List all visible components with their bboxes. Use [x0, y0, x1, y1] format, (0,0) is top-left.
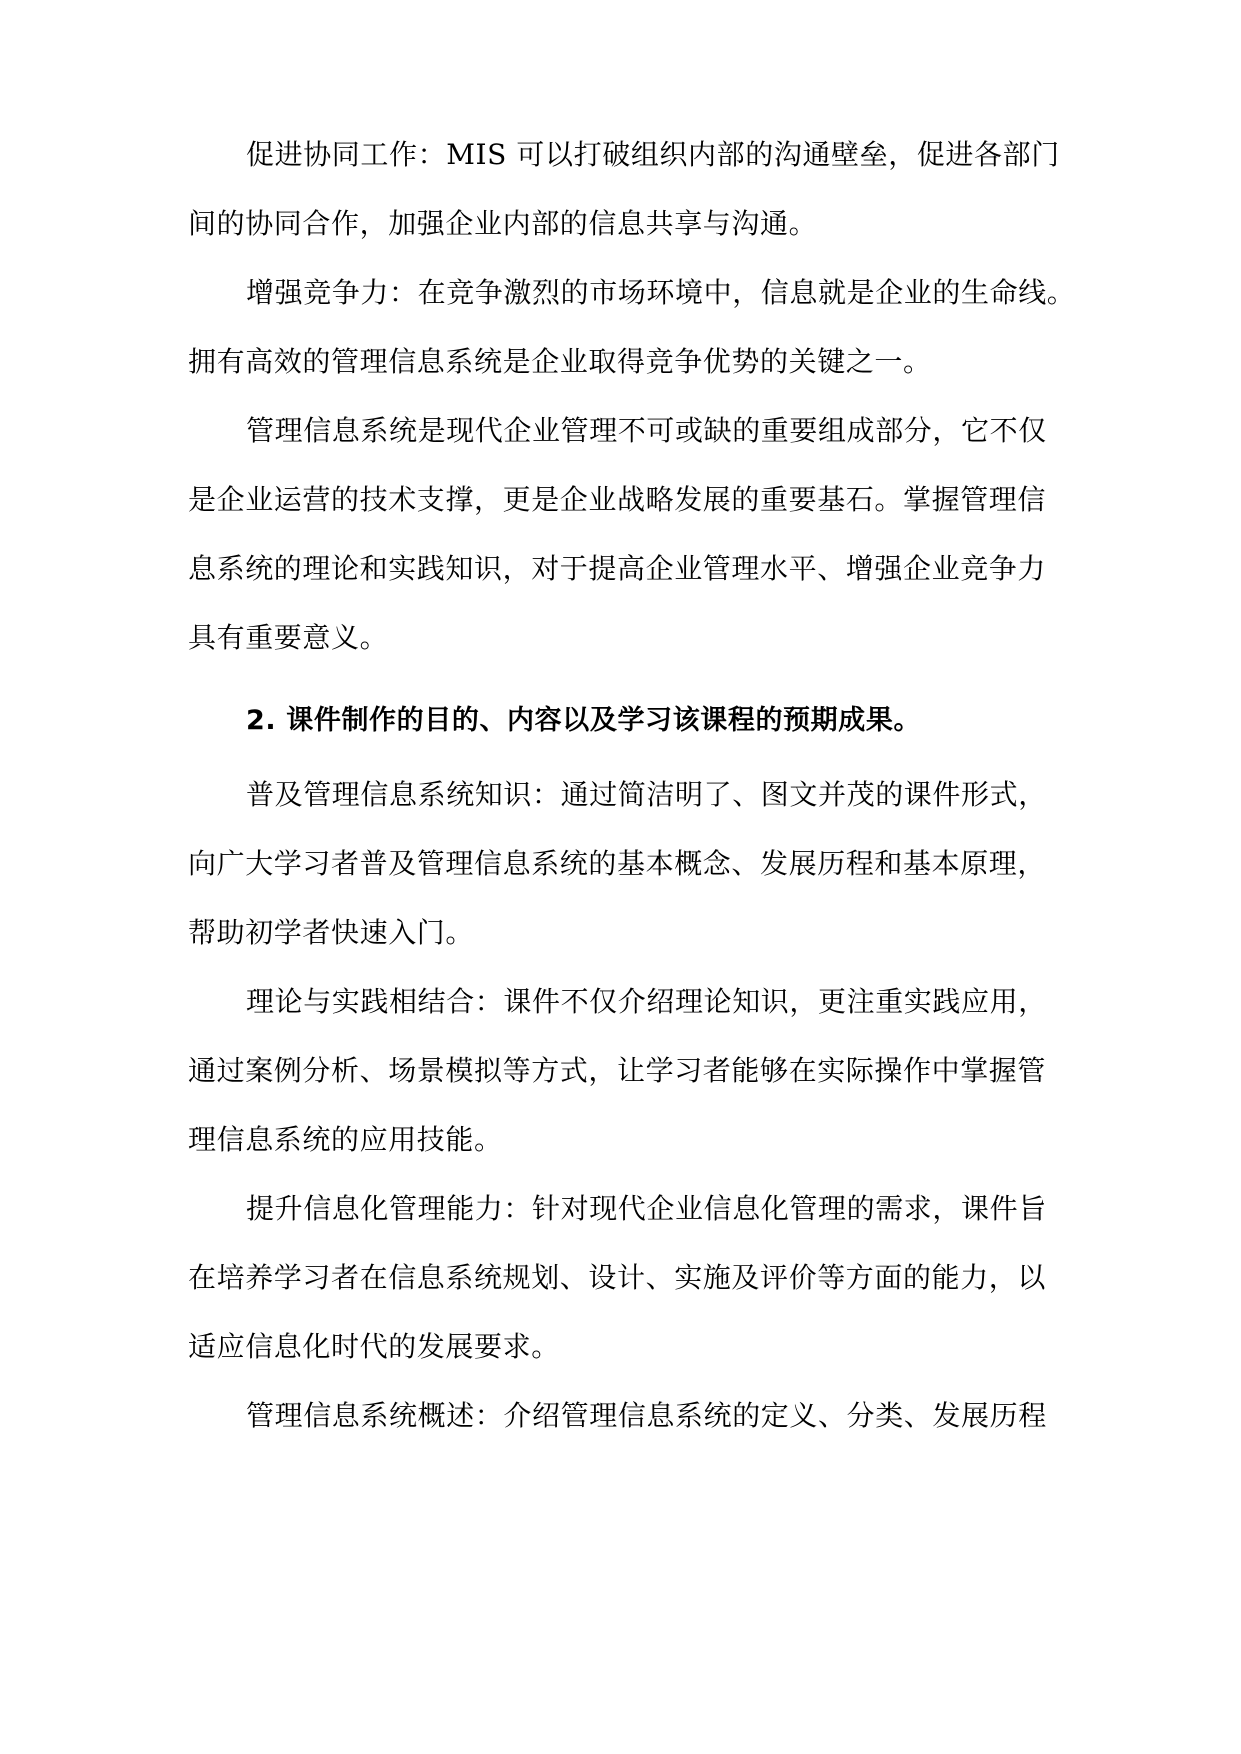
paragraph-line: 促进协同工作：MIS 可以打破组织内部的沟通壁垒，促进各部门 — [246, 138, 1060, 171]
paragraph-line: 帮助初学者快速入门。 — [188, 916, 475, 949]
paragraph-line: 提升信息化管理能力：针对现代企业信息化管理的需求，课件旨 — [246, 1192, 1047, 1225]
paragraph-line: 向广大学习者普及管理信息系统的基本概念、发展历程和基本原理， — [188, 847, 1047, 880]
paragraph-line: 管理信息系统概述：介绍管理信息系统的定义、分类、发展历程 — [246, 1399, 1047, 1432]
paragraph-line: 管理信息系统是现代企业管理不可或缺的重要组成部分，它不仅 — [246, 414, 1047, 447]
paragraph-line: 理论与实践相结合：课件不仅介绍理论知识，更注重实践应用， — [246, 985, 1047, 1018]
paragraph-line: 拥有高效的管理信息系统是企业取得竞争优势的关键之一。 — [188, 345, 932, 378]
paragraph-line: 是企业运营的技术支撑，更是企业战略发展的重要基石。掌握管理信 — [188, 483, 1047, 516]
paragraph-line: 具有重要意义。 — [188, 621, 389, 654]
paragraph-line: 通过案例分析、场景模拟等方式，让学习者能够在实际操作中掌握管 — [188, 1054, 1047, 1087]
paragraph-line: 在培养学习者在信息系统规划、设计、实施及评价等方面的能力，以 — [188, 1261, 1047, 1294]
paragraph-line: 普及管理信息系统知识：通过简洁明了、图文并茂的课件形式， — [246, 778, 1047, 811]
paragraph-line: 增强竞争力：在竞争激烈的市场环境中，信息就是企业的生命线。 — [246, 276, 1076, 309]
paragraph-line: 适应信息化时代的发展要求。 — [188, 1330, 560, 1363]
paragraph-line: 息系统的理论和实践知识，对于提高企业管理水平、增强企业竞争力 — [188, 552, 1047, 585]
section-heading: 2. 课件制作的目的、内容以及学习该课程的预期成果。 — [246, 705, 922, 736]
paragraph-line: 理信息系统的应用技能。 — [188, 1123, 503, 1156]
paragraph-line: 间的协同合作，加强企业内部的信息共享与沟通。 — [188, 207, 818, 240]
